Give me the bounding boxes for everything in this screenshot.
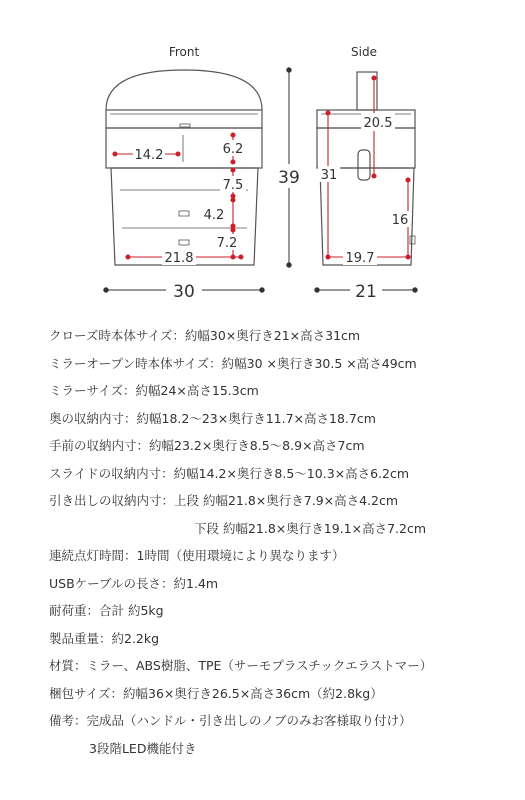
side-depth-label: 21 — [355, 282, 377, 302]
side-view-label: Side — [351, 45, 377, 59]
spec-front-storage: 手前の収納内寸：約幅23.2×奥行き8.5～8.9×高さ7cm — [49, 438, 365, 453]
spec-list — [49, 322, 519, 762]
spec-light-time: 連続点灯時間：1時間（使用環境により異なります） — [49, 548, 345, 563]
front-storage-height-label: 7.5 — [222, 178, 244, 193]
front-height-label: 39 — [278, 168, 300, 188]
side-hinge — [358, 150, 370, 180]
upper-drawer-height-label: 4.2 — [203, 208, 225, 223]
spec-led-note: 3段階LED機能付き — [89, 740, 197, 756]
inner-depth-label: 19.7 — [345, 251, 375, 266]
spec-weight: 製品重量：約2.2kg — [49, 630, 160, 646]
upper-drawer-knob — [179, 211, 189, 216]
front-lid — [106, 110, 262, 128]
spec-package-size: 梱包サイズ：約幅36×奥行き26.5×高さ36cm（約2.8kg） — [49, 685, 383, 701]
side-dim-labels — [318, 113, 411, 266]
dimension-diagram — [0, 0, 525, 310]
spec-usb-length: USBケーブルの長さ：約1.4m — [49, 575, 219, 591]
spec-load-capacity: 耐荷重：合計 約5kg — [49, 603, 164, 618]
lower-drawer-height-label: 7.2 — [216, 236, 238, 251]
front-dim-labels — [133, 140, 246, 266]
spec-material: 材質：ミラー、ABS樹脂、TPE（サーモプラスチックエラストマー） — [49, 658, 433, 673]
spec-slide-storage: スライドの収納内寸：約幅14.2×奥行き8.5～10.3×高さ6.2cm — [49, 465, 410, 481]
front-width-label: 30 — [173, 282, 195, 302]
body-height-label: 31 — [320, 168, 338, 183]
spec-drawer-lower: 下段 約幅21.8×奥行き19.1×高さ7.2cm — [194, 520, 427, 536]
mirror-height-label: 20.5 — [363, 116, 393, 131]
spec-back-storage: 奥の収納内寸：約幅18.2～23×奥行き11.7×高さ18.7cm — [49, 410, 376, 426]
slide-width-label: 14.2 — [134, 148, 164, 163]
spec-open-size: ミラーオープン時本体サイズ：約幅30 ×奥行き30.5 ×高さ49cm — [49, 355, 417, 371]
slide-height-label: 6.2 — [222, 142, 244, 157]
spec-mirror-size: ミラーサイズ：約幅24×高さ15.3cm — [49, 383, 259, 398]
spec-closed-size: クローズ時本体サイズ：約幅30×奥行き21×高さ31cm — [49, 328, 361, 343]
spec-drawer-upper: 引き出しの収納内寸：上段 約幅21.8×奥行き7.9×高さ4.2cm — [49, 493, 399, 508]
drawer-width-label: 21.8 — [164, 251, 194, 266]
front-handle — [106, 70, 262, 110]
front-lid-latch — [180, 124, 190, 127]
front-overall-dimensions — [104, 68, 291, 292]
side-knob — [410, 236, 415, 244]
lower-drawer-knob — [179, 240, 189, 245]
front-view-label: Front — [168, 45, 200, 59]
spec-note: 備考：完成品（ハンドル・引き出しのノブのみお客様取り付け） — [49, 713, 412, 728]
side-drawer-height-label: 16 — [391, 213, 409, 228]
side-body-upper — [317, 128, 415, 168]
